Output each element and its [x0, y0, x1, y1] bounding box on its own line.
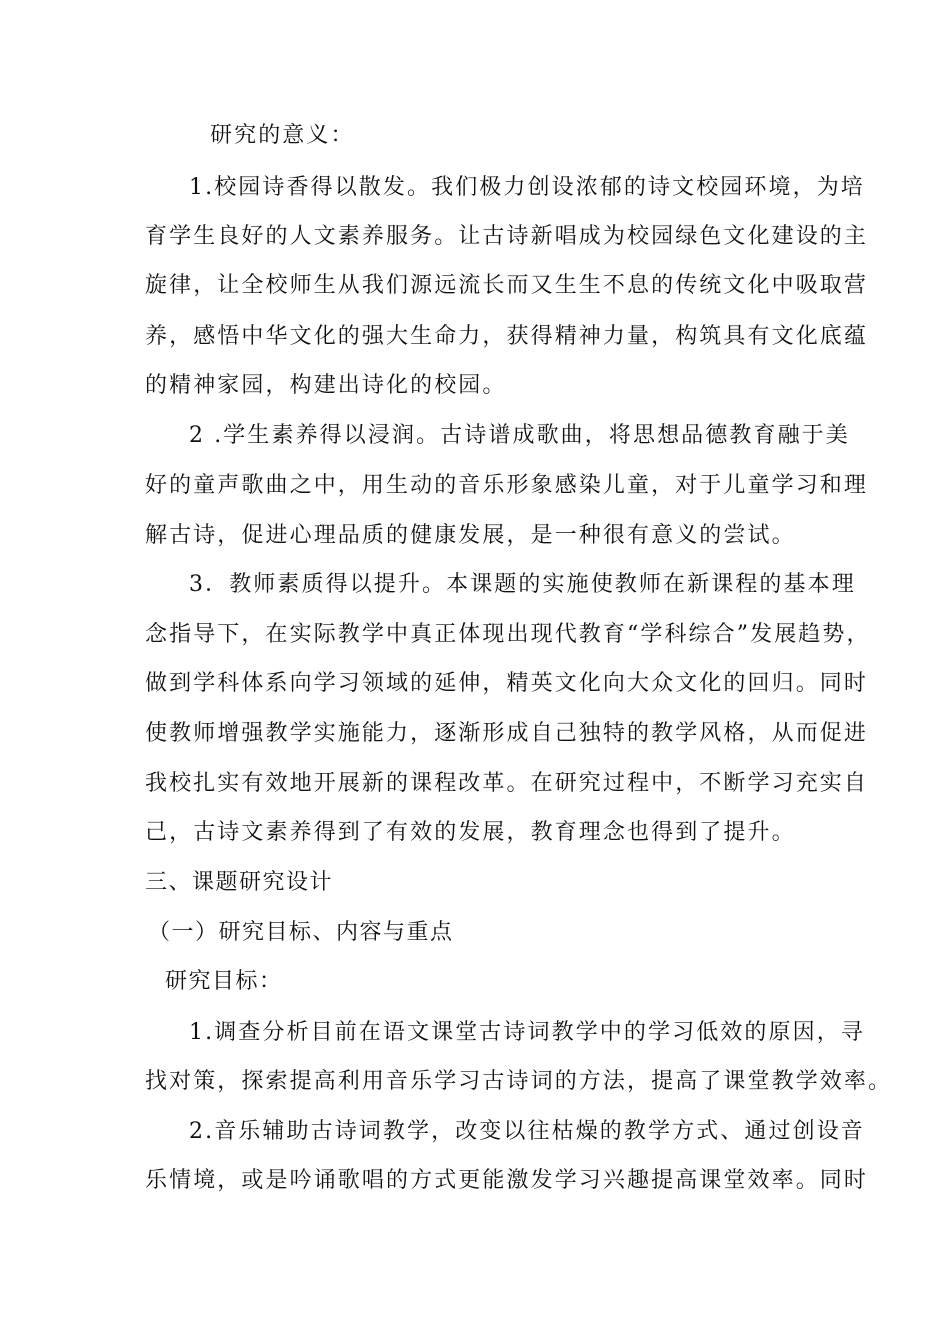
goals-heading: 研究目标：	[165, 969, 283, 994]
para1-line-2: 育学生良好的人文素养服务。让古诗新唱成为校园绿色文化建设的主	[145, 224, 869, 249]
subsection1-heading: （一）研究目标、内容与重点	[148, 920, 454, 945]
section3-heading: 三、课题研究设计	[145, 870, 334, 895]
para3-line-3: 做到学科体系向学习领域的延伸，精英文化向大众文化的回归。同时	[145, 671, 869, 696]
goal1-line-2: 找对策，探索提高利用音乐学习古诗词的方法，提高了课堂教学效率。	[145, 1069, 893, 1094]
para1-line-1: 1.校园诗香得以散发。我们极力创设浓郁的诗文校园环境，为培	[189, 175, 865, 200]
para2-line-2: 好的童声歌曲之中，用生动的音乐形象感染儿童，对于儿童学习和理	[145, 473, 869, 498]
para3-line-2: 念指导下，在实际教学中真正体现出现代教育“学科综合”发展趋势，	[145, 622, 871, 647]
goal1-line-1: 1.调查分析目前在语文课堂古诗词教学中的学习低效的原因，寻	[189, 1020, 865, 1045]
para1-line-4: 养，感悟中华文化的强大生命力，获得精神力量，构筑具有文化底蕴	[145, 324, 869, 349]
para2-line-1: 2 .学生素养得以浸润。古诗谱成歌曲，将思想品德教育融于美	[189, 423, 850, 448]
para3-line-5: 我校扎实有效地开展新的课程改革。在研究过程中，不断学习充实自	[145, 771, 869, 796]
para1-line-5: 的精神家园，构建出诗化的校园。	[145, 373, 507, 398]
para3-line-4: 使教师增强教学实施能力，逐渐形成自己独特的教学风格，从而促进	[145, 721, 869, 746]
para2-line-3: 解古诗，促进心理品质的健康发展，是一种很有意义的尝试。	[145, 523, 796, 548]
significance-heading: 研究的意义：	[210, 123, 355, 148]
goal2-line-1: 2.音乐辅助古诗词教学，改变以往枯燥的教学方式、通过创设音	[189, 1119, 865, 1144]
para3-line-1: 3．教师素质得以提升。本课题的实施使教师在新课程的基本理	[189, 572, 856, 597]
para3-line-6: 己，古诗文素养得到了有效的发展，教育理念也得到了提升。	[145, 820, 796, 845]
goal2-line-2: 乐情境，或是吟诵歌唱的方式更能激发学习兴趣提高课堂效率。同时	[145, 1168, 869, 1193]
para1-line-3: 旋律，让全校师生从我们源远流长而又生生不息的传统文化中吸取营	[145, 273, 869, 298]
